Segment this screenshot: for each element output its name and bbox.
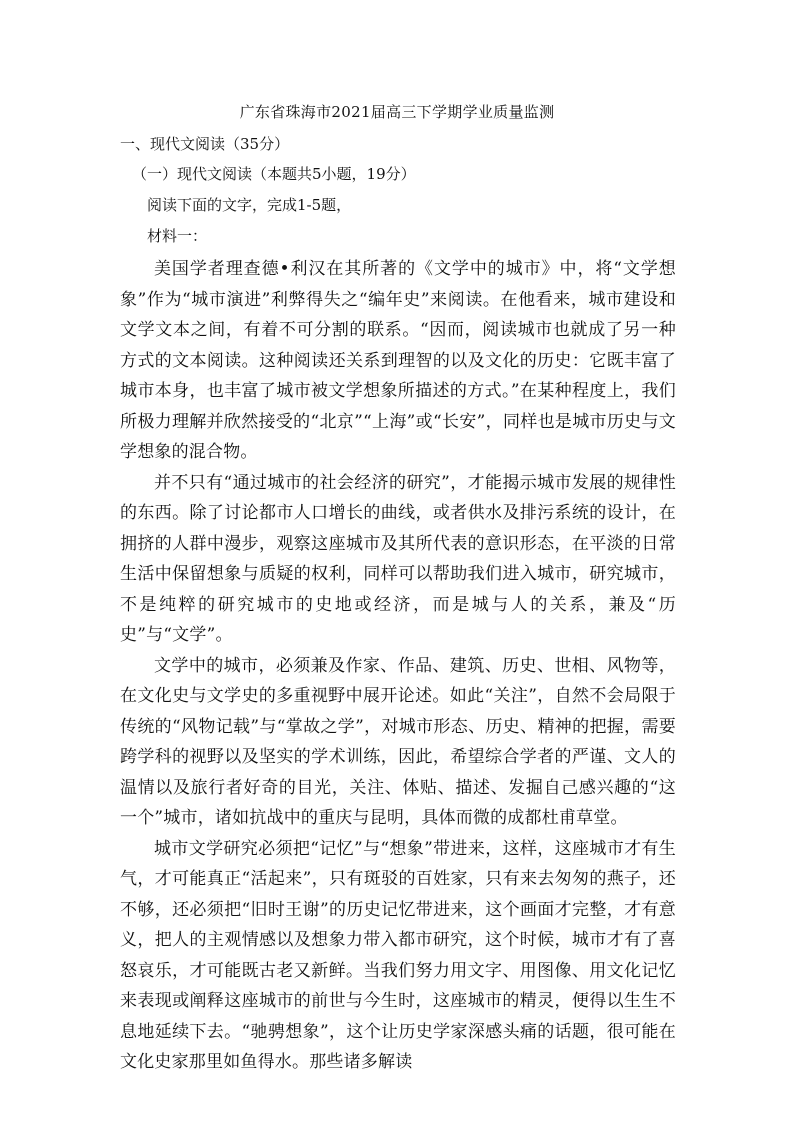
section-heading: 一、现代文阅读（35分） [120, 135, 290, 153]
material-label: 材料一： [147, 227, 208, 245]
document-title: 广东省珠海市2021届高三下学期学业质量监测 [239, 103, 555, 121]
paragraph-3: 文学中的城市，必须兼及作家、作品、建筑、历史、世相、风物等，在文化史与文学史的多重视野中展开论述。如此“关注”，自然不会局限于传统的“风物记载”与“掌故之学”，对城市形态、历史、精神的把握，需要跨学科的视野以及坚实的学术训练，因此，希望综合学者的严谨、文人的温情以及旅行者好奇的目光，关注、体贴、描述、发掘自己感兴趣的“这一个”城市，诸如抗战中的重庆与昆明，具体而微的成都杜甫草堂。 [120, 655, 676, 828]
paragraph-4: 城市文学研究必须把“记忆”与“想象”带进来，这样，这座城市才有生气，才可能真正“活起来”，只有斑驳的百姓家，只有来去匆匆的燕子，还不够，还必须把“旧时王谢”的历史记忆带进来，这个画面才完整，才有意义，把人的主观情感以及想象力带入都市研究，这个时候，城市才有了喜怒哀乐，才可能既古老又新鲜。当我们努力用文字、用图像、用文化记忆来表现或阐释这座城市的前世与今生时，这座城市的精灵，便得以生生不息地延续下去。“驰骋想象”，这个让历史学家深感头痛的话题，很可能在文化史家那里如鱼得水。那些诸多解读 [120, 838, 676, 1072]
article-body [120, 254, 676, 1078]
reading-instruction: 阅读下面的文字，完成1-5题， [147, 196, 352, 214]
paragraph-2: 并不只有“通过城市的社会经济的研究”，才能揭示城市发展的规律性的东西。除了讨论都市人口增长的曲线，或者供水及排污系统的设计，在拥挤的人群中漫步，观察这座城市及其所代表的意识形态，在平淡的日常生活中保留想象与质疑的权利，同样可以帮助我们进入城市，研究城市，不是纯粹的研究城市的史地或经济，而是城与人的关系，兼及“历史”与“文学”。 [120, 472, 676, 645]
section-subheading: （一）现代文阅读（本题共5小题，19分） [132, 165, 416, 183]
paragraph-1: 美国学者理查德•利汉在其所著的《文学中的城市》中，将“文学想象”作为“城市演进”利弊得失之“编年史”来阅读。在他看来，城市建设和文学文本之间，有着不可分割的联系。“因而，阅读城市也就成了另一种方式的文本阅读。这种阅读还关系到理智的以及文化的历史：它既丰富了城市本身，也丰富了城市被文学想象所描述的方式。”在某种程度上，我们所极力理解并欣然接受的“北京”“上海”或“长安”，同样也是城市历史与文学想象的混合物。 [120, 259, 676, 462]
